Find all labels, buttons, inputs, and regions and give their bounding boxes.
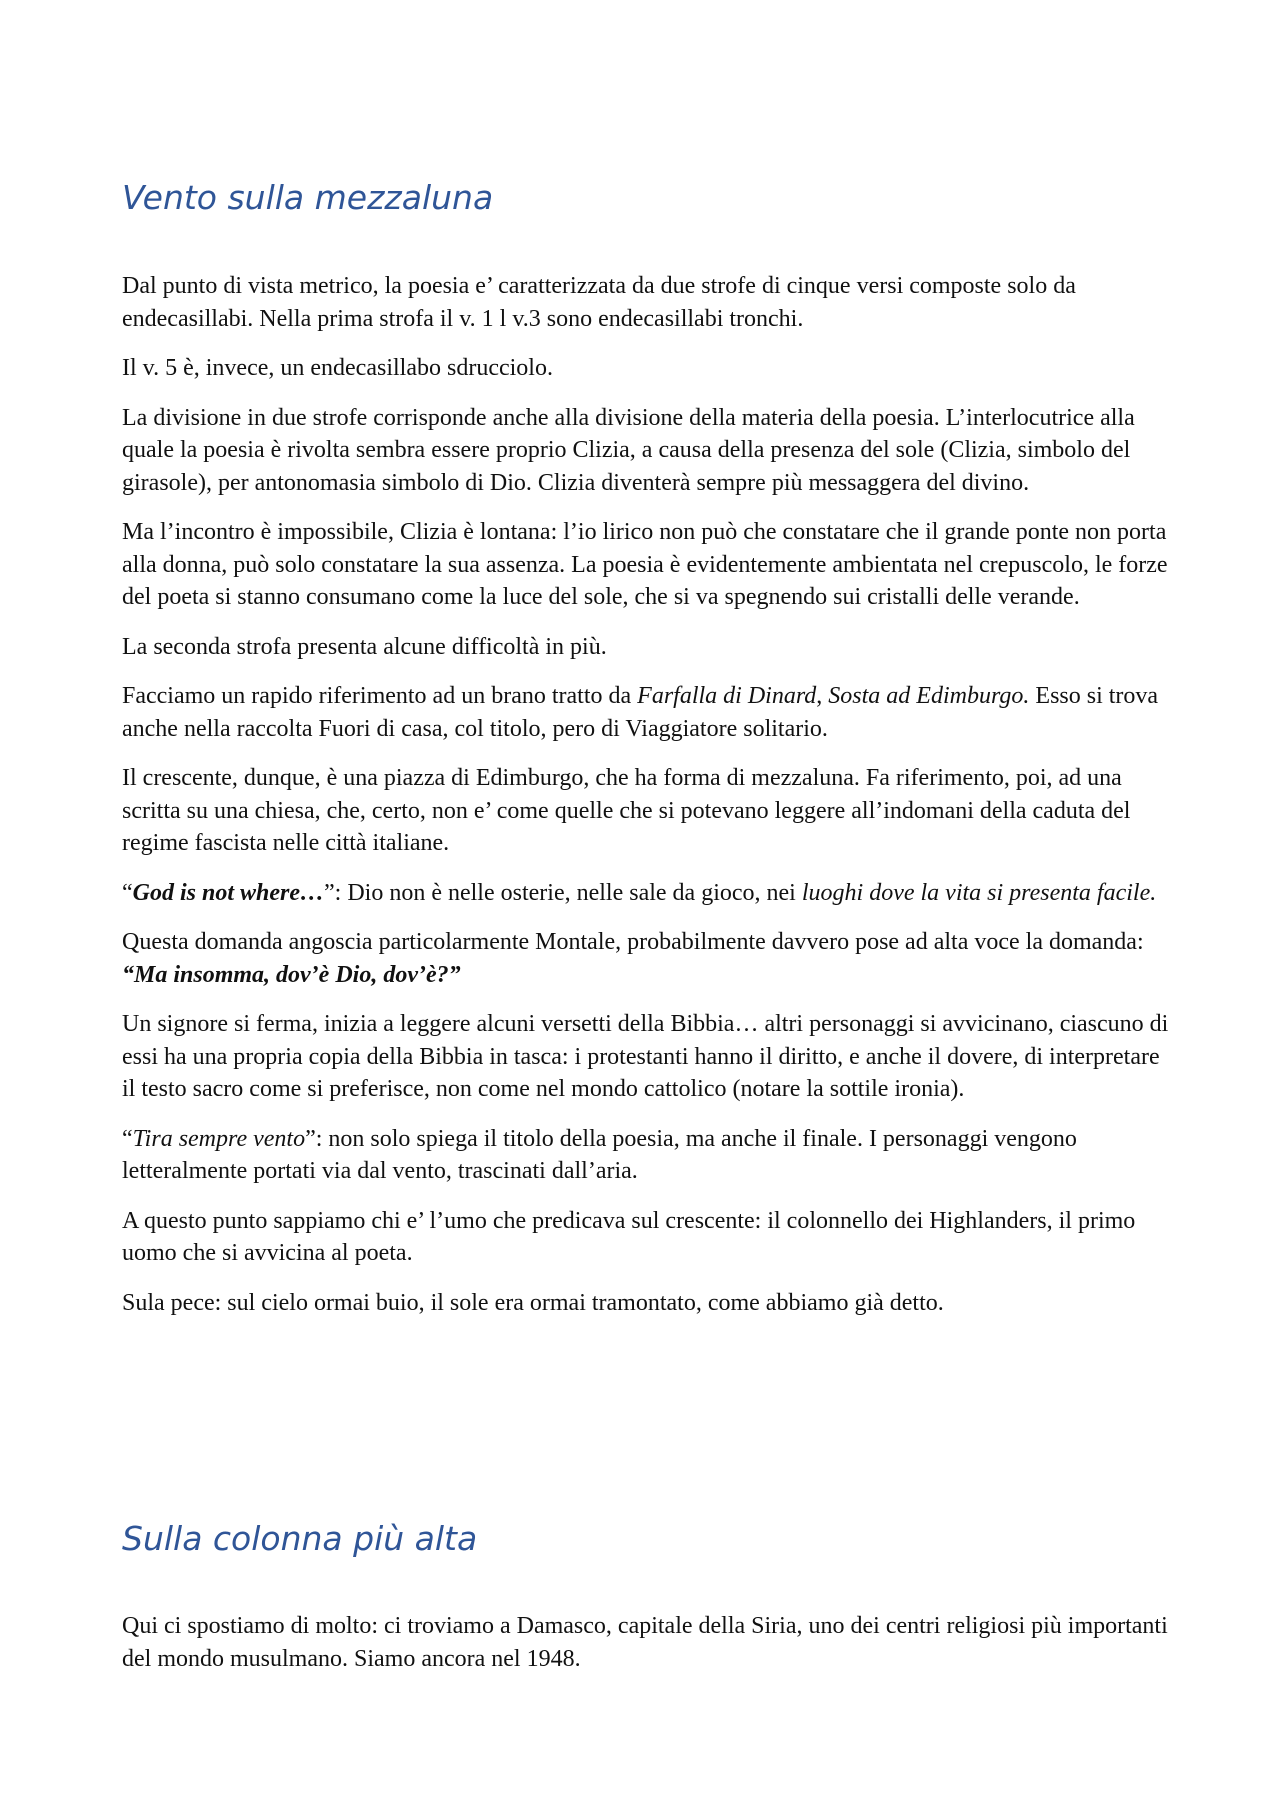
paragraph-tira-text: ”: non solo spiega il titolo della poesia, ma anche il finale. I personaggi vengono letteralmente portati via dal vento, trascinati dall’aria. [122, 1125, 1077, 1184]
paragraph-tira-sempre-vento [122, 1123, 1172, 1188]
paragraph-verse-five: Il v. 5 è, invece, un endecasillabo sdrucciolo. [122, 355, 553, 381]
heading-vento-sulla-mezzaluna: Vento sulla mezzaluna [122, 178, 494, 217]
heading-sulla-colonna-piu-alta: Sulla colonna più alta [122, 1519, 478, 1558]
paragraph-reference-text-b: Esso si trova anche nella raccolta Fuori di casa, col titolo, pero di Viaggiatore solitario. [122, 683, 1159, 742]
work-title-sosta: Sosta ad Edimburgo. [828, 683, 1030, 709]
paragraph-damasco: Qui ci spostiamo di molto: ci troviamo a Damasco, capitale della Siria, uno dei centri religiosi più importanti del mondo musulmano. Siamo ancora nel 1948. [122, 1613, 1168, 1672]
paragraph-second-strophe: La seconda strofa presenta alcune difficoltà in più. [122, 633, 607, 660]
book-title-farfalla: Farfalla di Dinard [637, 683, 817, 709]
paragraph-god-text: ”: Dio non è nelle osterie, nelle sale da gioco, nei [324, 879, 802, 906]
quote-god-is-not-where: God is not where… [132, 879, 325, 906]
paragraph-question [122, 926, 1172, 991]
paragraph-reference-comma: , [816, 683, 829, 709]
section-sulla-colonna-piu-alta [122, 1610, 1172, 1692]
paragraph-impossible-encounter: Ma l’incontro è impossibile, Clizia è lontana: l’io lirico non può che constatare che il grande ponte non porta alla donna, può solo constatare la sua assenza. La poesia è evidentemente ambientata nel crepuscolo, le forze del poeta si stanno consumano come la luce del sole, che si va spegnendo sui cristalli delle verande. [122, 519, 1168, 610]
open-quote: “ [122, 879, 133, 906]
paragraph-metrics: Dal punto di vista metrico, la poesia e’ caratterizzata da due strofe di cinque versi composte solo da endecasillabi. Nella prima strofa il v. 1 l v.3 sono endecasillabi tronchi. [122, 273, 1076, 332]
paragraph-bible: Un signore si ferma, inizia a leggere alcuni versetti della Bibbia… altri personaggi si avvicinano, ciascuno di essi ha una propria copia della Bibbia in tasca: i protestanti hanno il diritto, e anche il dovere, di interpretare il testo sacro come si preferisce, non come nel mondo cattolico (notare la sottile ironia). [122, 1011, 1169, 1102]
quote-tira-sempre-vento: Tira sempre vento [132, 1125, 306, 1152]
quote-dov-e-dio: “Ma insomma, dov’è Dio, dov’è?” [122, 961, 461, 988]
paragraph-question-text: Questa domanda angoscia particolarmente Montale, probabilmente davvero pose ad alta voce la domanda: [122, 929, 1144, 955]
paragraph-god-is-not-where [122, 877, 1172, 910]
paragraph-reference [122, 680, 1172, 745]
paragraph-colonnello: A questo punto sappiamo chi e’ l’umo che predicava sul crescente: il colonnello dei Highlanders, il primo uomo che si avvicina al poeta. [122, 1207, 1136, 1266]
paragraph-reference-text-a: Facciamo un rapido riferimento ad un brano tratto da [122, 683, 638, 709]
paragraph-strophe-division: La divisione in due strofe corrisponde anche alla divisione della materia della poesia. L’interlocutrice alla quale la poesia è rivolta sembra essere proprio Clizia, a causa della presenza del sole (Clizia, simbolo del girasole), per antonomasia simbolo di Dio. Clizia diventerà sempre più messaggera del divino. [122, 404, 1135, 496]
paragraph-crescente: Il crescente, dunque, è una piazza di Edimburgo, che ha forma di mezzaluna. Fa riferimento, poi, ad una scritta su una chiesa, che, certo, non e’ come quelle che si potevano leggere all’indomani della caduta del regime fascista nelle città italiane. [122, 765, 1131, 856]
open-quote-2: “ [122, 1125, 133, 1152]
paragraph-sula-pece: Sula pece: sul cielo ormai buio, il sole era ormai tramontato, come abbiamo già detto. [122, 1289, 944, 1316]
quote-luoghi: luoghi dove la vita si presenta facile. [801, 879, 1157, 906]
section-vento-sulla-mezzaluna [122, 270, 1172, 1336]
